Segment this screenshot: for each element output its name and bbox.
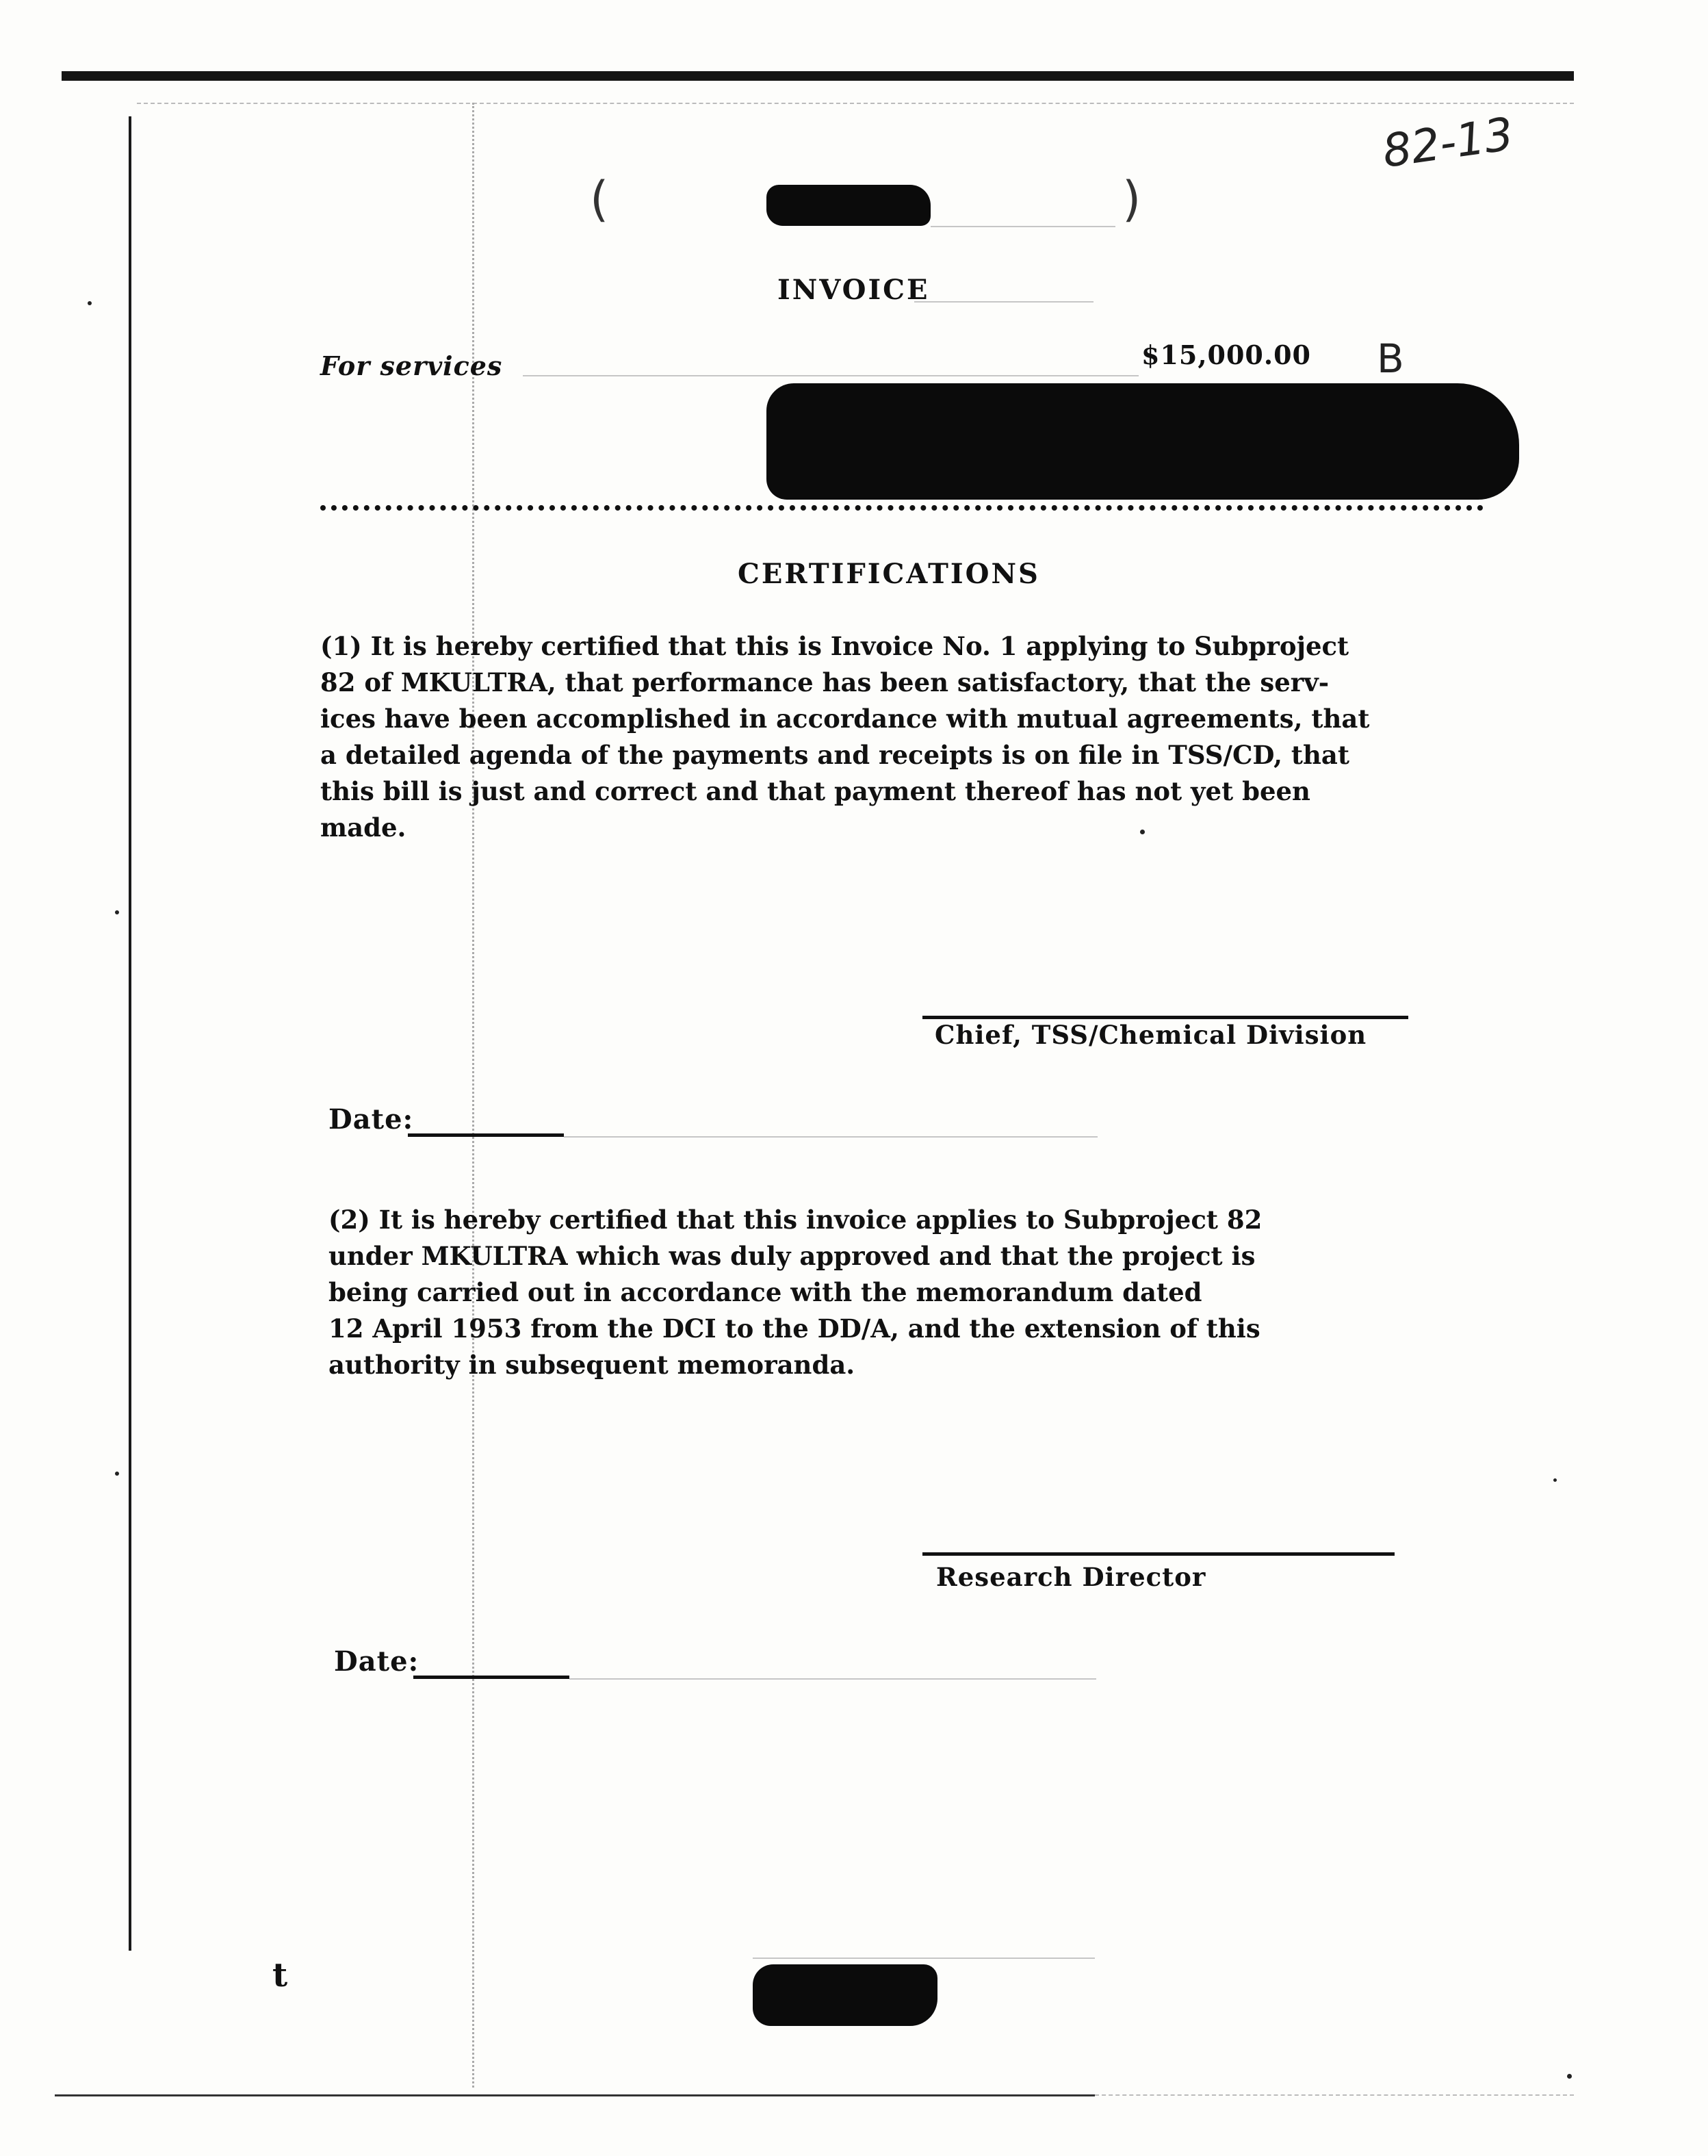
handwritten-reference-note: 82-13 xyxy=(1379,107,1517,178)
signature-line xyxy=(922,1016,1408,1019)
scan-speck xyxy=(88,301,92,305)
scan-speck xyxy=(1553,1478,1557,1482)
paragraph-line: being carried out in accordance with the memorandum dated xyxy=(328,1277,1202,1307)
invoice-amount: $15,000.00 xyxy=(1141,339,1311,370)
paragraph-line: (2) It is hereby certified that this invoice applies to Subproject 82 xyxy=(328,1205,1263,1235)
scan-speck xyxy=(115,1472,119,1476)
paragraph-line: this bill is just and correct and that payment thereof has not yet been xyxy=(320,776,1310,806)
date-label: Date: xyxy=(334,1645,419,1678)
punch-hole-mark: ) xyxy=(1122,171,1141,227)
paragraph-line: authority in subsequent memoranda. xyxy=(328,1350,855,1380)
scan-speck xyxy=(115,910,119,914)
date-line xyxy=(413,1676,569,1679)
paragraph-line: made. xyxy=(320,812,406,843)
faint-rule xyxy=(914,301,1094,303)
handwritten-mark: B xyxy=(1377,335,1404,382)
faint-rule xyxy=(523,375,1139,376)
certification-paragraph-2 xyxy=(328,1202,1262,1383)
signature-line xyxy=(922,1552,1395,1556)
signature-title-research-director: Research Director xyxy=(936,1562,1206,1592)
paragraph-line: a detailed agenda of the payments and receipts is on file in TSS/CD, that xyxy=(320,740,1349,770)
for-services-label: For services xyxy=(320,350,503,381)
redaction-block xyxy=(766,383,1519,500)
left-margin-rule xyxy=(129,116,131,1951)
bottom-edge-rule xyxy=(55,2094,1095,2096)
redaction-block xyxy=(753,1964,937,2026)
date-label: Date: xyxy=(328,1103,414,1135)
paragraph-line: (1) It is hereby certified that this is Invoice No. 1 applying to Subproject xyxy=(320,631,1349,661)
margin-mark: t xyxy=(272,1956,289,1994)
redaction-block xyxy=(766,185,931,226)
faint-rule xyxy=(753,1958,1095,1959)
paragraph-line: 82 of MKULTRA, that performance has been satisfactory, that the serv- xyxy=(320,667,1330,697)
faint-rule xyxy=(569,1678,1096,1680)
date-line xyxy=(408,1133,564,1137)
invoice-title: INVOICE xyxy=(777,274,930,306)
paragraph-line: ices have been accomplished in accordance with mutual agreements, that xyxy=(320,704,1370,734)
punch-hole-mark: ( xyxy=(590,171,609,227)
section-separator xyxy=(320,505,1484,511)
signature-title-chief: Chief, TSS/Chemical Division xyxy=(935,1020,1367,1050)
faint-rule xyxy=(931,226,1115,227)
top-edge-rule xyxy=(62,71,1574,81)
fold-line xyxy=(472,103,474,2088)
certification-paragraph-1 xyxy=(320,628,1369,846)
scan-speck xyxy=(1567,2074,1572,2079)
paragraph-line: under MKULTRA which was duly approved and that the project is xyxy=(328,1241,1256,1271)
faint-rule xyxy=(564,1136,1098,1138)
bottom-dashed-rule xyxy=(1095,2094,1574,2096)
certifications-title: CERTIFICATIONS xyxy=(738,558,1040,590)
paragraph-line: 12 April 1953 from the DCI to the DD/A, and the extension of this xyxy=(328,1313,1260,1344)
top-dashed-rule xyxy=(137,103,1574,104)
